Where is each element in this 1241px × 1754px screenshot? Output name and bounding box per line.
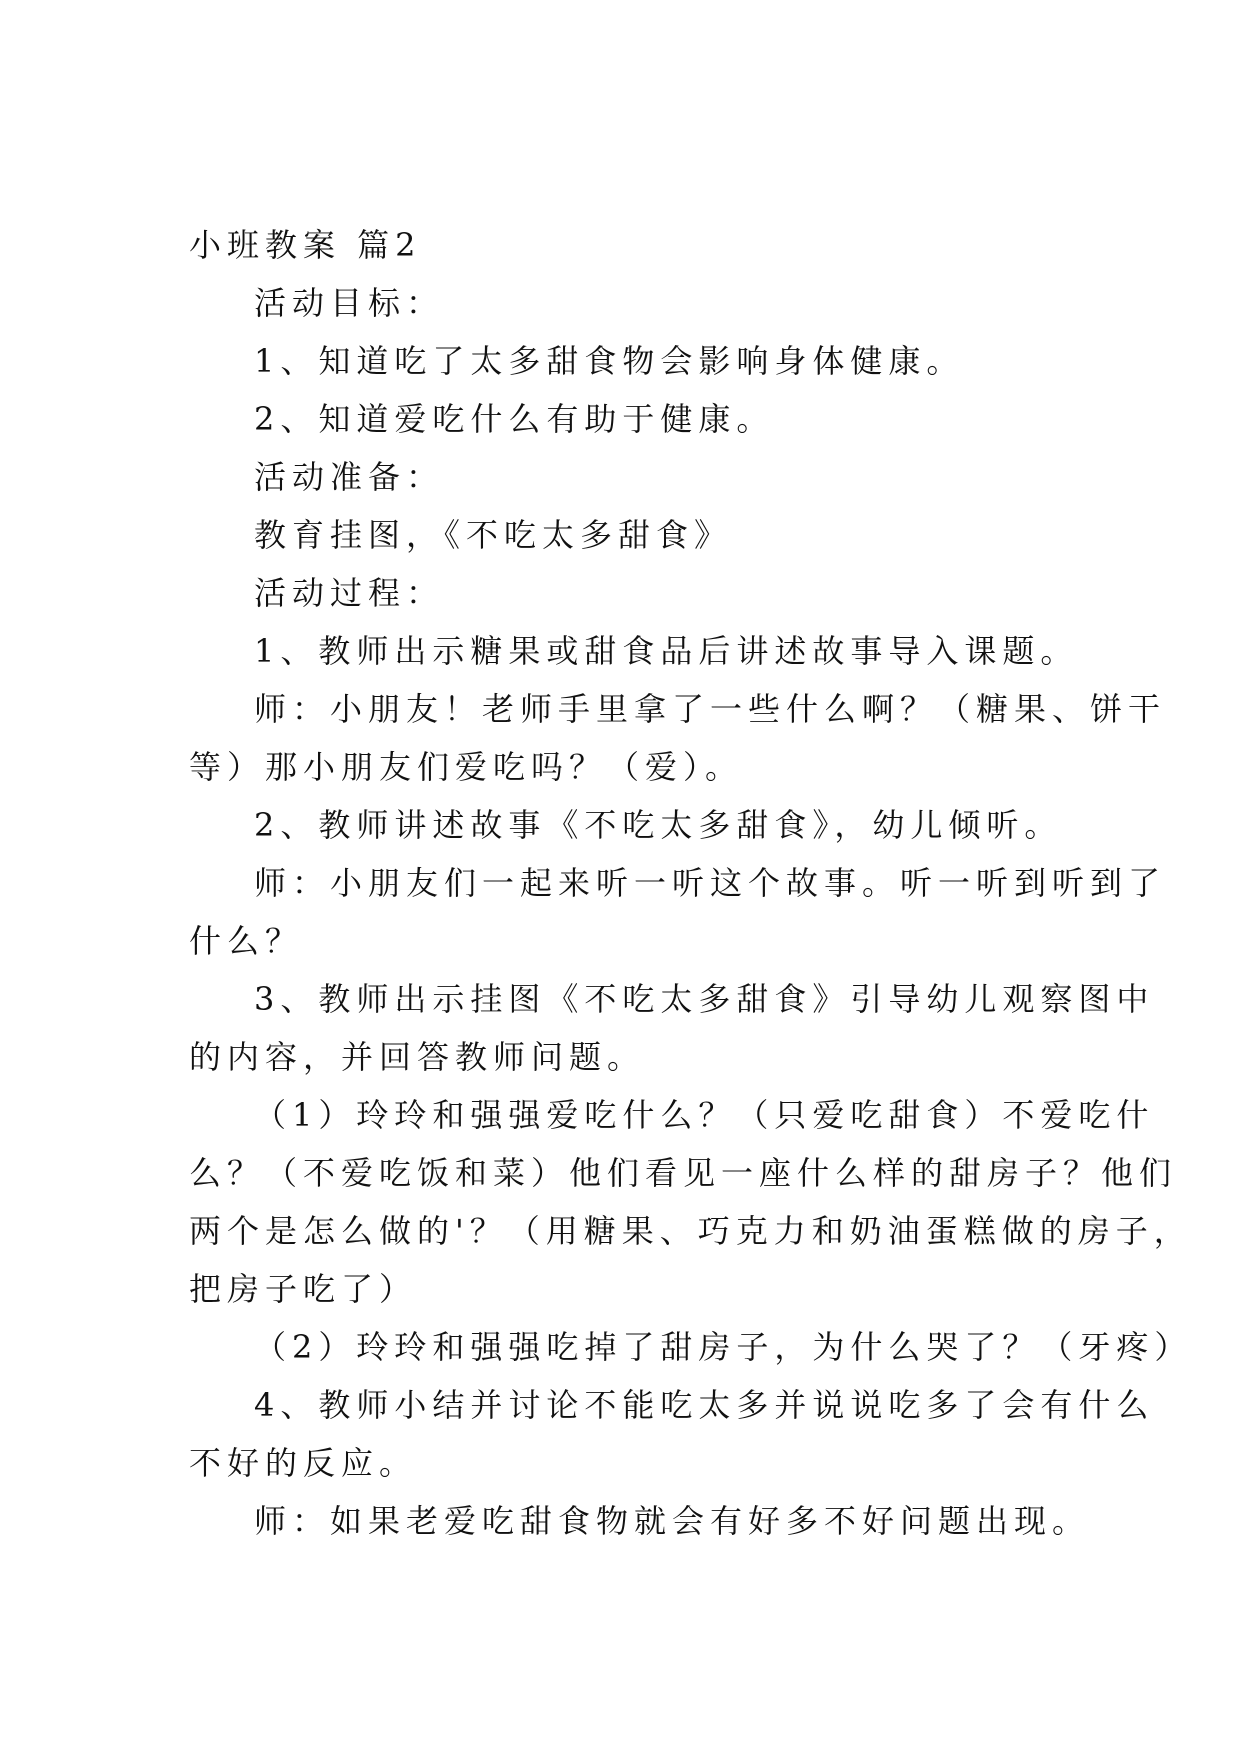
process-step-3-continued: 的内容，并回答教师问题。	[189, 1038, 646, 1076]
process-step-1: 1、教师出示糖果或甜食品后讲述故事导入课题。	[254, 632, 1079, 670]
document-title: 小班教案 篇2	[189, 226, 422, 264]
goal-item-1: 1、知道吃了太多甜食物会影响身体健康。	[254, 342, 965, 380]
question-1-continued: 两个是怎么做的'？（用糖果、巧克力和奶油蛋糕做的房子，	[189, 1212, 1192, 1250]
section-heading-goals: 活动目标：	[254, 284, 445, 322]
process-step-4-continued: 不好的反应。	[189, 1444, 418, 1482]
section-heading-process: 活动过程：	[254, 574, 445, 612]
dialogue-line: 师：小朋友！老师手里拿了一些什么啊？（糖果、饼干	[254, 690, 1167, 728]
goal-item-2: 2、知道爱吃什么有助于健康。	[254, 400, 775, 438]
question-1-continued: 把房子吃了）	[189, 1270, 418, 1308]
dialogue-line-continued: 等）那小朋友们爱吃吗？（爱）。	[189, 748, 744, 786]
preparation-text: 教育挂图，《不吃太多甜食》	[254, 516, 733, 554]
process-step-3: 3、教师出示挂图《不吃太多甜食》引导幼儿观察图中	[254, 980, 1155, 1018]
dialogue-line: 师：小朋友们一起来听一听这个故事。听一听到听到了	[254, 864, 1167, 902]
process-step-4: 4、教师小结并讨论不能吃太多并说说吃多了会有什么	[254, 1386, 1155, 1424]
process-step-2: 2、教师讲述故事《不吃太多甜食》，幼儿倾听。	[254, 806, 1063, 844]
question-1: （1）玲玲和强强爱吃什么？（只爱吃甜食）不爱吃什	[254, 1096, 1155, 1134]
question-2: （2）玲玲和强强吃掉了甜房子，为什么哭了？（牙疼）	[254, 1328, 1193, 1366]
dialogue-line: 师：如果老爱吃甜食物就会有好多不好问题出现。	[254, 1502, 1091, 1540]
section-heading-preparation: 活动准备：	[254, 458, 445, 496]
dialogue-line-continued: 什么？	[189, 922, 304, 960]
question-1-continued: 么？（不爱吃饭和菜）他们看见一座什么样的甜房子？他们	[189, 1154, 1178, 1192]
